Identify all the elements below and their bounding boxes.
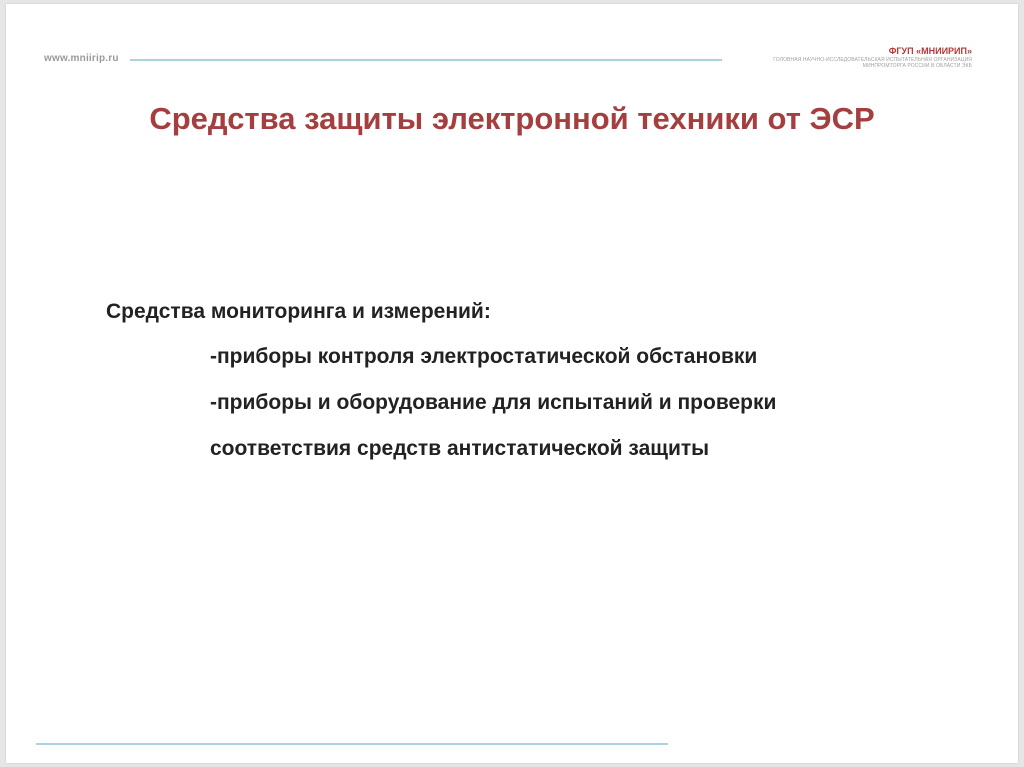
organization-description-line-2: МИНПРОМТОРГА РОССИИ В ОБЛАСТИ ЭКБ <box>862 63 972 69</box>
organization-block <box>712 46 972 69</box>
section-heading: Средства мониторинга и измерений: <box>106 300 491 323</box>
organization-name: ФГУП «МНИИРИП» <box>888 46 972 56</box>
site-url: www.mniirip.ru <box>44 53 119 64</box>
slide <box>6 4 1018 763</box>
slide-title: Средства защиты электронной техники от ЭСР <box>149 101 875 136</box>
organization-description-line-1: ГОЛОВНАЯ НАУЧНО-ИССЛЕДОВАТЕЛЬСКАЯ ИСПЫТАТЕЛЬНАЯ ОРГАНИЗАЦИЯ <box>773 57 972 63</box>
slide-content <box>106 298 926 481</box>
list-item: -приборы и оборудование для испытаний и проверки <box>210 391 777 414</box>
footer-divider <box>36 743 668 745</box>
list-item: -приборы контроля электростатической обстановки <box>210 345 758 368</box>
header-divider <box>130 59 722 61</box>
list-item: соответствия средств антистатической защиты <box>210 437 710 460</box>
